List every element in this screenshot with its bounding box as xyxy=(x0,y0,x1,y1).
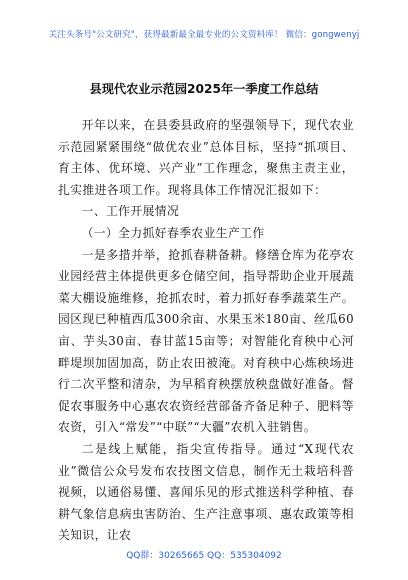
document-body xyxy=(58,115,354,547)
subsection-heading: （一）全力抓好春季农业生产工作 xyxy=(81,225,265,240)
footer-contact-note: QQ群：30265665 QQ：535304092 xyxy=(126,551,282,561)
section-heading: 一、工作开展情况 xyxy=(81,204,180,219)
header-promo-note: 关注头条号"公文研究"，获得最新最全最专业的公文资料库！ 微信：gongwenyj xyxy=(48,30,360,40)
body-paragraph-2: 二是线上赋能，指尖宣传指导。通过“X现代农业”微信公众号发布农技图文信息，制作无土栽培科普视频，以通俗易懂、喜闻乐见的形式推送科学种植、春耕气象信息病虫害防治、生产注意事项、惠农政策等相关知识，让农 xyxy=(58,441,354,543)
body-paragraph-1: 一是多措并举，抢抓春耕备耕。修缮仓库为花亭农业园经营主体提供更多仓储空间，指导帮助企业开展蔬菜大棚设施维修，抢抓农时，着力抓好春季蔬菜生产。园区现已种植西瓜300余亩、水果玉米180亩、丝瓜60亩、芋头30亩、春甘蓝15亩等；对智能化育秧中心河畔堤坝加固加高，防止农田被淹。对育秧中心炼秧场进行二次平整和清杂，为早稻育秧摆放秧盘做好准备。督促农事服务中心惠农农资经营部备齐备足种子、肥料等农资，引入“常发”“中联”“大疆”农机入驻销售。 xyxy=(58,247,354,435)
intro-paragraph: 开年以来，在县委县政府的坚强领导下，现代农业示范园紧紧围绕“做优农业”总体目标，坚持“抓项目、育主体、优环境、兴产业”工作理念，聚焦主责主业，扎实推进各项工作。现将具体工作情况汇报如下： xyxy=(58,118,354,197)
document-title: 县现代农业示范园2025年一季度工作总结 xyxy=(89,82,319,96)
